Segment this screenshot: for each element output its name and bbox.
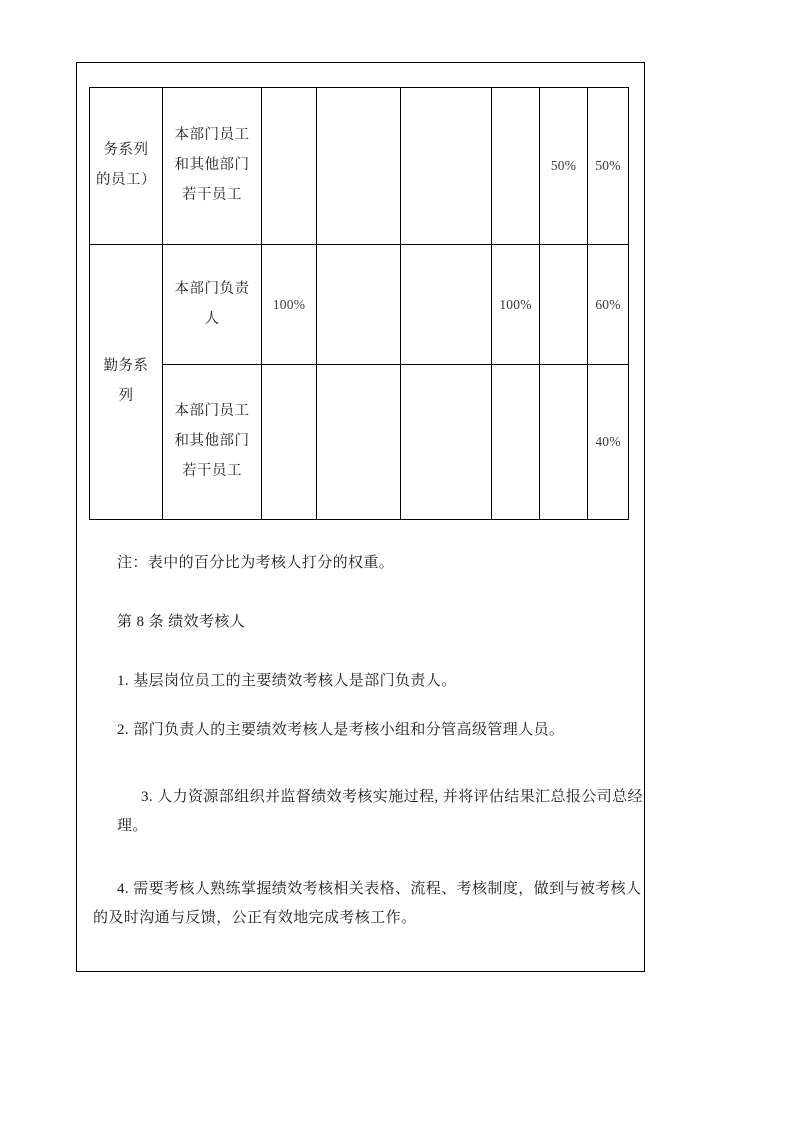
cell-evaluator-group (163, 88, 262, 245)
evaluator-line: 和其他部门 (174, 433, 250, 450)
cell-weight-6: 60% (588, 245, 629, 365)
table-row (90, 365, 629, 520)
cell-weight-6: 50% (588, 88, 629, 245)
paragraph-item-4: 4. 需要考核人熟练掌握绩效考核相关表格、流程、考核制度，做到与被考核人的及时沟通与反馈，公正有效地完成考核工作。 (93, 881, 642, 927)
cell-weight-5 (540, 245, 588, 365)
evaluator-line: 若干员工 (182, 462, 242, 479)
evaluator-line: 本部门负责 (174, 280, 250, 297)
table-row (90, 245, 629, 365)
cell-weight-4 (492, 88, 540, 245)
cell-weight-3 (401, 88, 492, 245)
cell-weight-3 (401, 245, 492, 365)
table-note: 注：表中的百分比为考核人打分的权重。 (117, 555, 395, 571)
paragraph-item-1: 1. 基层岗位员工的主要绩效考核人是部门负责人。 (117, 673, 457, 689)
cell-weight-4: 100% (492, 245, 540, 365)
evaluator-line: 人 (204, 310, 220, 327)
cell-series-label (90, 245, 163, 520)
evaluator-line: 本部门员工 (174, 127, 250, 144)
table-row (90, 88, 629, 245)
cell-evaluator-group (163, 245, 262, 365)
series-line: 列 (118, 388, 134, 404)
section-heading-article-8: 第 8 条 绩效考核人 (117, 614, 246, 630)
cell-weight-1: 100% (262, 245, 317, 365)
evaluator-line: 和其他部门 (174, 157, 250, 174)
cell-weight-2 (317, 245, 401, 365)
cell-weight-3 (401, 365, 492, 520)
cell-weight-6: 40% (588, 365, 629, 520)
cell-weight-1 (262, 88, 317, 245)
evaluator-line: 若干员工 (182, 186, 242, 203)
cell-weight-5 (540, 365, 588, 520)
cell-weight-5: 50% (540, 88, 588, 245)
cell-weight-2 (317, 365, 401, 520)
cell-evaluator-group (163, 365, 262, 520)
evaluator-line: 本部门员工 (174, 403, 250, 420)
cell-weight-4 (492, 365, 540, 520)
series-line: 务系列 (103, 142, 149, 159)
document-page (76, 62, 645, 972)
page-content (77, 63, 644, 971)
cell-weight-2 (317, 88, 401, 245)
series-line: 的员工） (96, 172, 156, 188)
cell-weight-1 (262, 365, 317, 520)
cell-series-label (90, 88, 163, 245)
series-line: 勤务系 (103, 358, 149, 375)
performance-weight-table (89, 87, 629, 520)
paragraph-item-3: 3. 人力资源部组织并监督绩效考核实施过程, 并将评估结果汇总报公司总经理。 (117, 789, 643, 835)
paragraph-item-2: 2. 部门负责人的主要绩效考核人是考核小组和分管高级管理人员。 (117, 722, 565, 738)
